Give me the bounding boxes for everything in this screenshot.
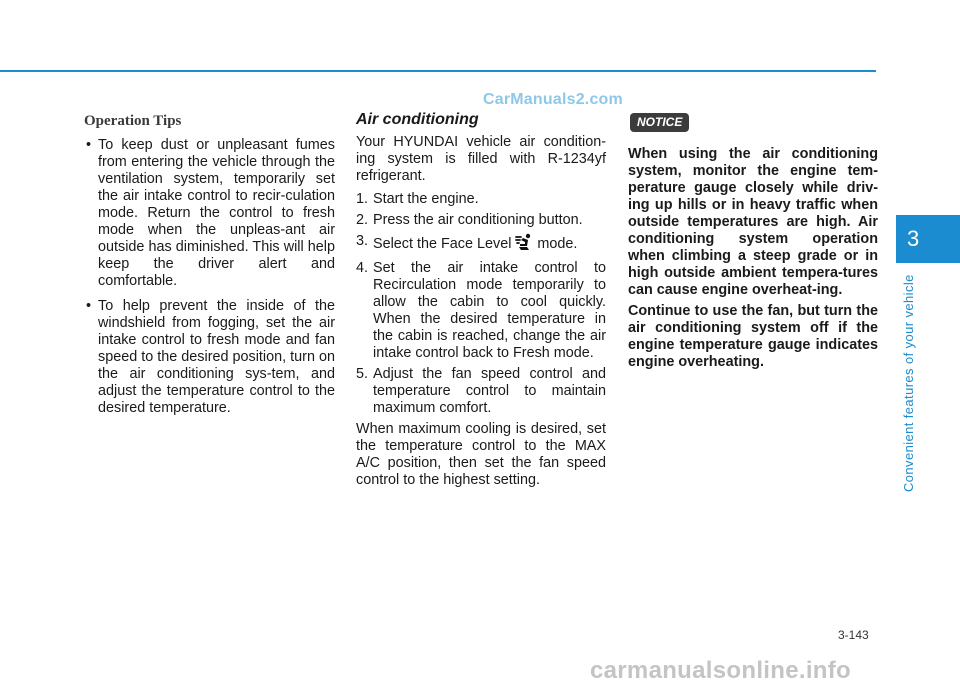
face-level-vent-icon	[515, 233, 533, 256]
step-item	[356, 233, 606, 256]
air-conditioning-steps	[356, 191, 606, 417]
step-number: 3.	[356, 233, 369, 249]
chapter-number: 3	[907, 226, 920, 251]
step-number: 2.	[356, 212, 369, 228]
notice-paragraph: When using the air conditioning system, monitor the engine tem-perature gauge closely while driv-ing up hills or in heavy traffic when outside temperatures are high. Air conditioning system operation when climbing a steep grade or in high outside ambient tempera-tures can cause engine overheat-ing.	[628, 146, 878, 298]
step-text: Adjust the fan speed control and temperature control to maintain maximum comfort.	[373, 366, 606, 416]
notice-paragraph: Continue to use the fan, but turn the air conditioning system off if the engine temperature gauge indicates engine overheating.	[628, 303, 878, 370]
footer-site: carmanualsonline.info	[590, 657, 852, 684]
step-text: Set the air intake control to Recirculation mode temporarily to allow the cabin to cool quickly. When the desired temperature in the cabin is reached, change the air intake control back to Fresh mode.	[373, 260, 606, 361]
air-conditioning-closing: When maximum cooling is desired, set the temperature control to the MAX A/C position, then set the fan speed control to the highest setting.	[356, 421, 606, 488]
step-text-before-icon: Select the Face Level	[373, 236, 512, 252]
step-number: 4.	[356, 260, 369, 276]
list-item: • To keep dust or unpleasant fumes from entering the vehicle through the ventilation system, temporarily set the air intake control to recir-culation mode. Return the control to fresh mode when the unpleas-ant air outside has diminished. This will help keep the driver alert and comfortable.	[84, 137, 335, 290]
chapter-tab	[896, 215, 960, 263]
step-number: 1.	[356, 191, 369, 207]
header-rule	[0, 70, 876, 72]
air-conditioning-section	[356, 110, 606, 493]
operation-tips-list	[84, 137, 335, 417]
chapter-title-vertical	[898, 264, 922, 494]
step-text: Start the engine.	[373, 191, 479, 207]
step-item	[356, 212, 606, 229]
step-number: 5.	[356, 366, 369, 382]
notice-badge: NOTICE	[630, 113, 689, 132]
step-item	[356, 260, 606, 362]
operation-tips-section	[84, 110, 335, 425]
step-text-after-icon: mode.	[537, 236, 578, 252]
list-item: • To help prevent the inside of the windshield from fogging, set the air intake control to fresh mode and fan speed to the desired position, turn on the air conditioning sys-tem, and adjust the temperature control to the desired temperature.	[84, 298, 335, 417]
air-conditioning-heading: Air conditioning	[356, 111, 479, 128]
step-item	[356, 191, 606, 208]
step-item	[356, 366, 606, 417]
air-conditioning-intro: Your HYUNDAI vehicle air condition-ing system is filled with R-1234yf refrigerant.	[356, 134, 606, 184]
operation-tips-heading: Operation Tips	[84, 113, 182, 129]
step-text: Press the air conditioning button.	[373, 212, 583, 228]
watermark: CarManuals2.com	[483, 91, 623, 108]
notice-section	[628, 110, 878, 375]
page-number: 3-143	[838, 628, 869, 642]
chapter-title: Convenient features of your vehicle	[901, 274, 916, 492]
